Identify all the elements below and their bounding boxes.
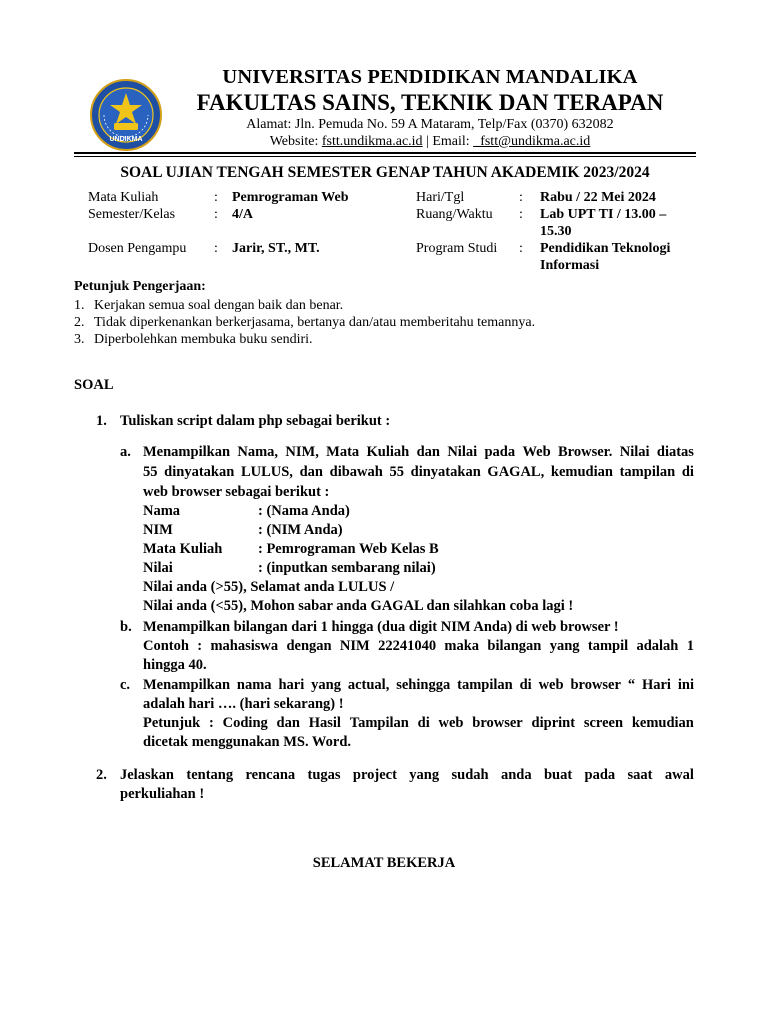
email-link[interactable]: _fstt@undikma.ac.id [473, 134, 591, 149]
q1a-line3: web browser sebagai berikut : [143, 484, 330, 500]
date-label: Hari/Tgl [416, 190, 465, 205]
list-item: 3. Diperbolehkan membuka buku sendiri. [74, 332, 313, 347]
undikma-logo [90, 79, 162, 151]
colon: : [214, 207, 218, 222]
header-rule-thin [74, 156, 696, 157]
output-row: Nama : (Nama Anda) [143, 503, 350, 519]
q1b-line1: Menampilkan bilangan dari 1 hingga (dua digit NIM Anda) di web browser ! [143, 619, 619, 635]
room-value-line2: 15.30 [540, 224, 572, 239]
contact-line [180, 134, 680, 150]
svg-text:UNDIKMA: UNDIKMA [109, 136, 143, 143]
semester-label: Semester/Kelas [88, 207, 176, 222]
question-2-line1: Jelaskan tentang rencana tugas project yang sudah anda buat pada saat awal [120, 767, 694, 783]
room-label: Ruang/Waktu [416, 207, 493, 222]
address: Alamat: Jln. Pemuda No. 59 A Mataram, Telp/Fax (0370) 632082 [246, 117, 614, 132]
instructions-title: Petunjuk Pengerjaan: [74, 279, 206, 294]
q1c-line1: Menampilkan nama hari yang actual, sehingga tampilan di web browser “ Hari ini [143, 677, 694, 693]
colon: : [519, 207, 523, 222]
output-row: Mata Kuliah : Pemrograman Web Kelas B [143, 541, 439, 557]
header-rule-thick [74, 152, 696, 154]
faculty-name: FAKULTAS SAINS, TEKNIK DAN TERAPAN [196, 90, 664, 115]
university-name: UNIVERSITAS PENDIDIKAN MANDALIKA [222, 66, 638, 88]
colon: : [519, 241, 523, 256]
q1b-line2: Contoh : mahasiswa dengan NIM 22241040 maka bilangan yang tampil adalah 1 [143, 638, 694, 654]
program-label: Program Studi [416, 241, 498, 256]
question-2-line2: perkuliahan ! [120, 786, 205, 802]
program-value-line1: Pendidikan Teknologi [540, 241, 671, 256]
colon: : [214, 190, 218, 205]
q1c-line4: dicetak menggunakan MS. Word. [143, 734, 352, 750]
semester-value: 4/A [232, 207, 253, 222]
output-row: NIM : (NIM Anda) [143, 522, 343, 538]
lecturer-value: Jarir, ST., MT. [232, 241, 320, 256]
date-value: Rabu / 22 Mei 2024 [540, 190, 656, 205]
email-label: | Email: [422, 134, 474, 149]
subquestion-letter: a. [120, 444, 131, 460]
colon: : [214, 241, 218, 256]
website-link[interactable]: fstt.undikma.ac.id [321, 134, 423, 149]
q1a-result2: Nilai anda (<55), Mohon sabar anda GAGAL dan silahkan coba lagi ! [143, 598, 574, 614]
q1c-line3: Petunjuk : Coding dan Hasil Tampilan di web browser diprint screen kemudian [143, 715, 694, 731]
website-label: Website: [269, 134, 322, 149]
q1a-result1: Nilai anda (>55), Selamat anda LULUS / [143, 579, 395, 595]
subquestion-letter: c. [120, 677, 131, 693]
colon: : [519, 190, 523, 205]
course-value: Pemrograman Web [232, 190, 349, 205]
list-item: 2. Tidak diperkenankan berkerjasama, bertanya dan/atau memberitahu temannya. [74, 315, 536, 330]
question-number: 2. [96, 767, 107, 783]
q1b-line3: hingga 40. [143, 657, 207, 673]
instructions-list [74, 297, 535, 348]
room-value-line1: Lab UPT TI / 13.00 – [540, 207, 667, 222]
q1a-line2: 55 dinyatakan LULUS, dan dibawah 55 dinyatakan GAGAL, kemudian tampilan di [143, 464, 694, 480]
course-label: Mata Kuliah [88, 190, 159, 205]
q1a-line1: Menampilkan Nama, NIM, Mata Kuliah dan Nilai pada Web Browser. Nilai diatas [143, 444, 694, 460]
questions-heading: SOAL [74, 377, 114, 393]
subquestion-letter: b. [120, 619, 132, 635]
question-number: 1. [96, 413, 107, 429]
list-item: 1. Kerjakan semua soal dengan baik dan benar. [74, 298, 344, 313]
exam-title: SOAL UJIAN TENGAH SEMESTER GENAP TAHUN AKADEMIK 2023/2024 [120, 164, 650, 181]
question-1-text: Tuliskan script dalam php sebagai berikut : [120, 413, 391, 429]
lecturer-label: Dosen Pengampu [88, 241, 187, 256]
program-value-line2: Informasi [540, 258, 600, 273]
closing-text: SELAMAT BEKERJA [312, 855, 456, 871]
output-row: Nilai : (inputkan sembarang nilai) [143, 560, 436, 576]
q1c-line2: adalah hari …. (hari sekarang) ! [143, 696, 344, 712]
